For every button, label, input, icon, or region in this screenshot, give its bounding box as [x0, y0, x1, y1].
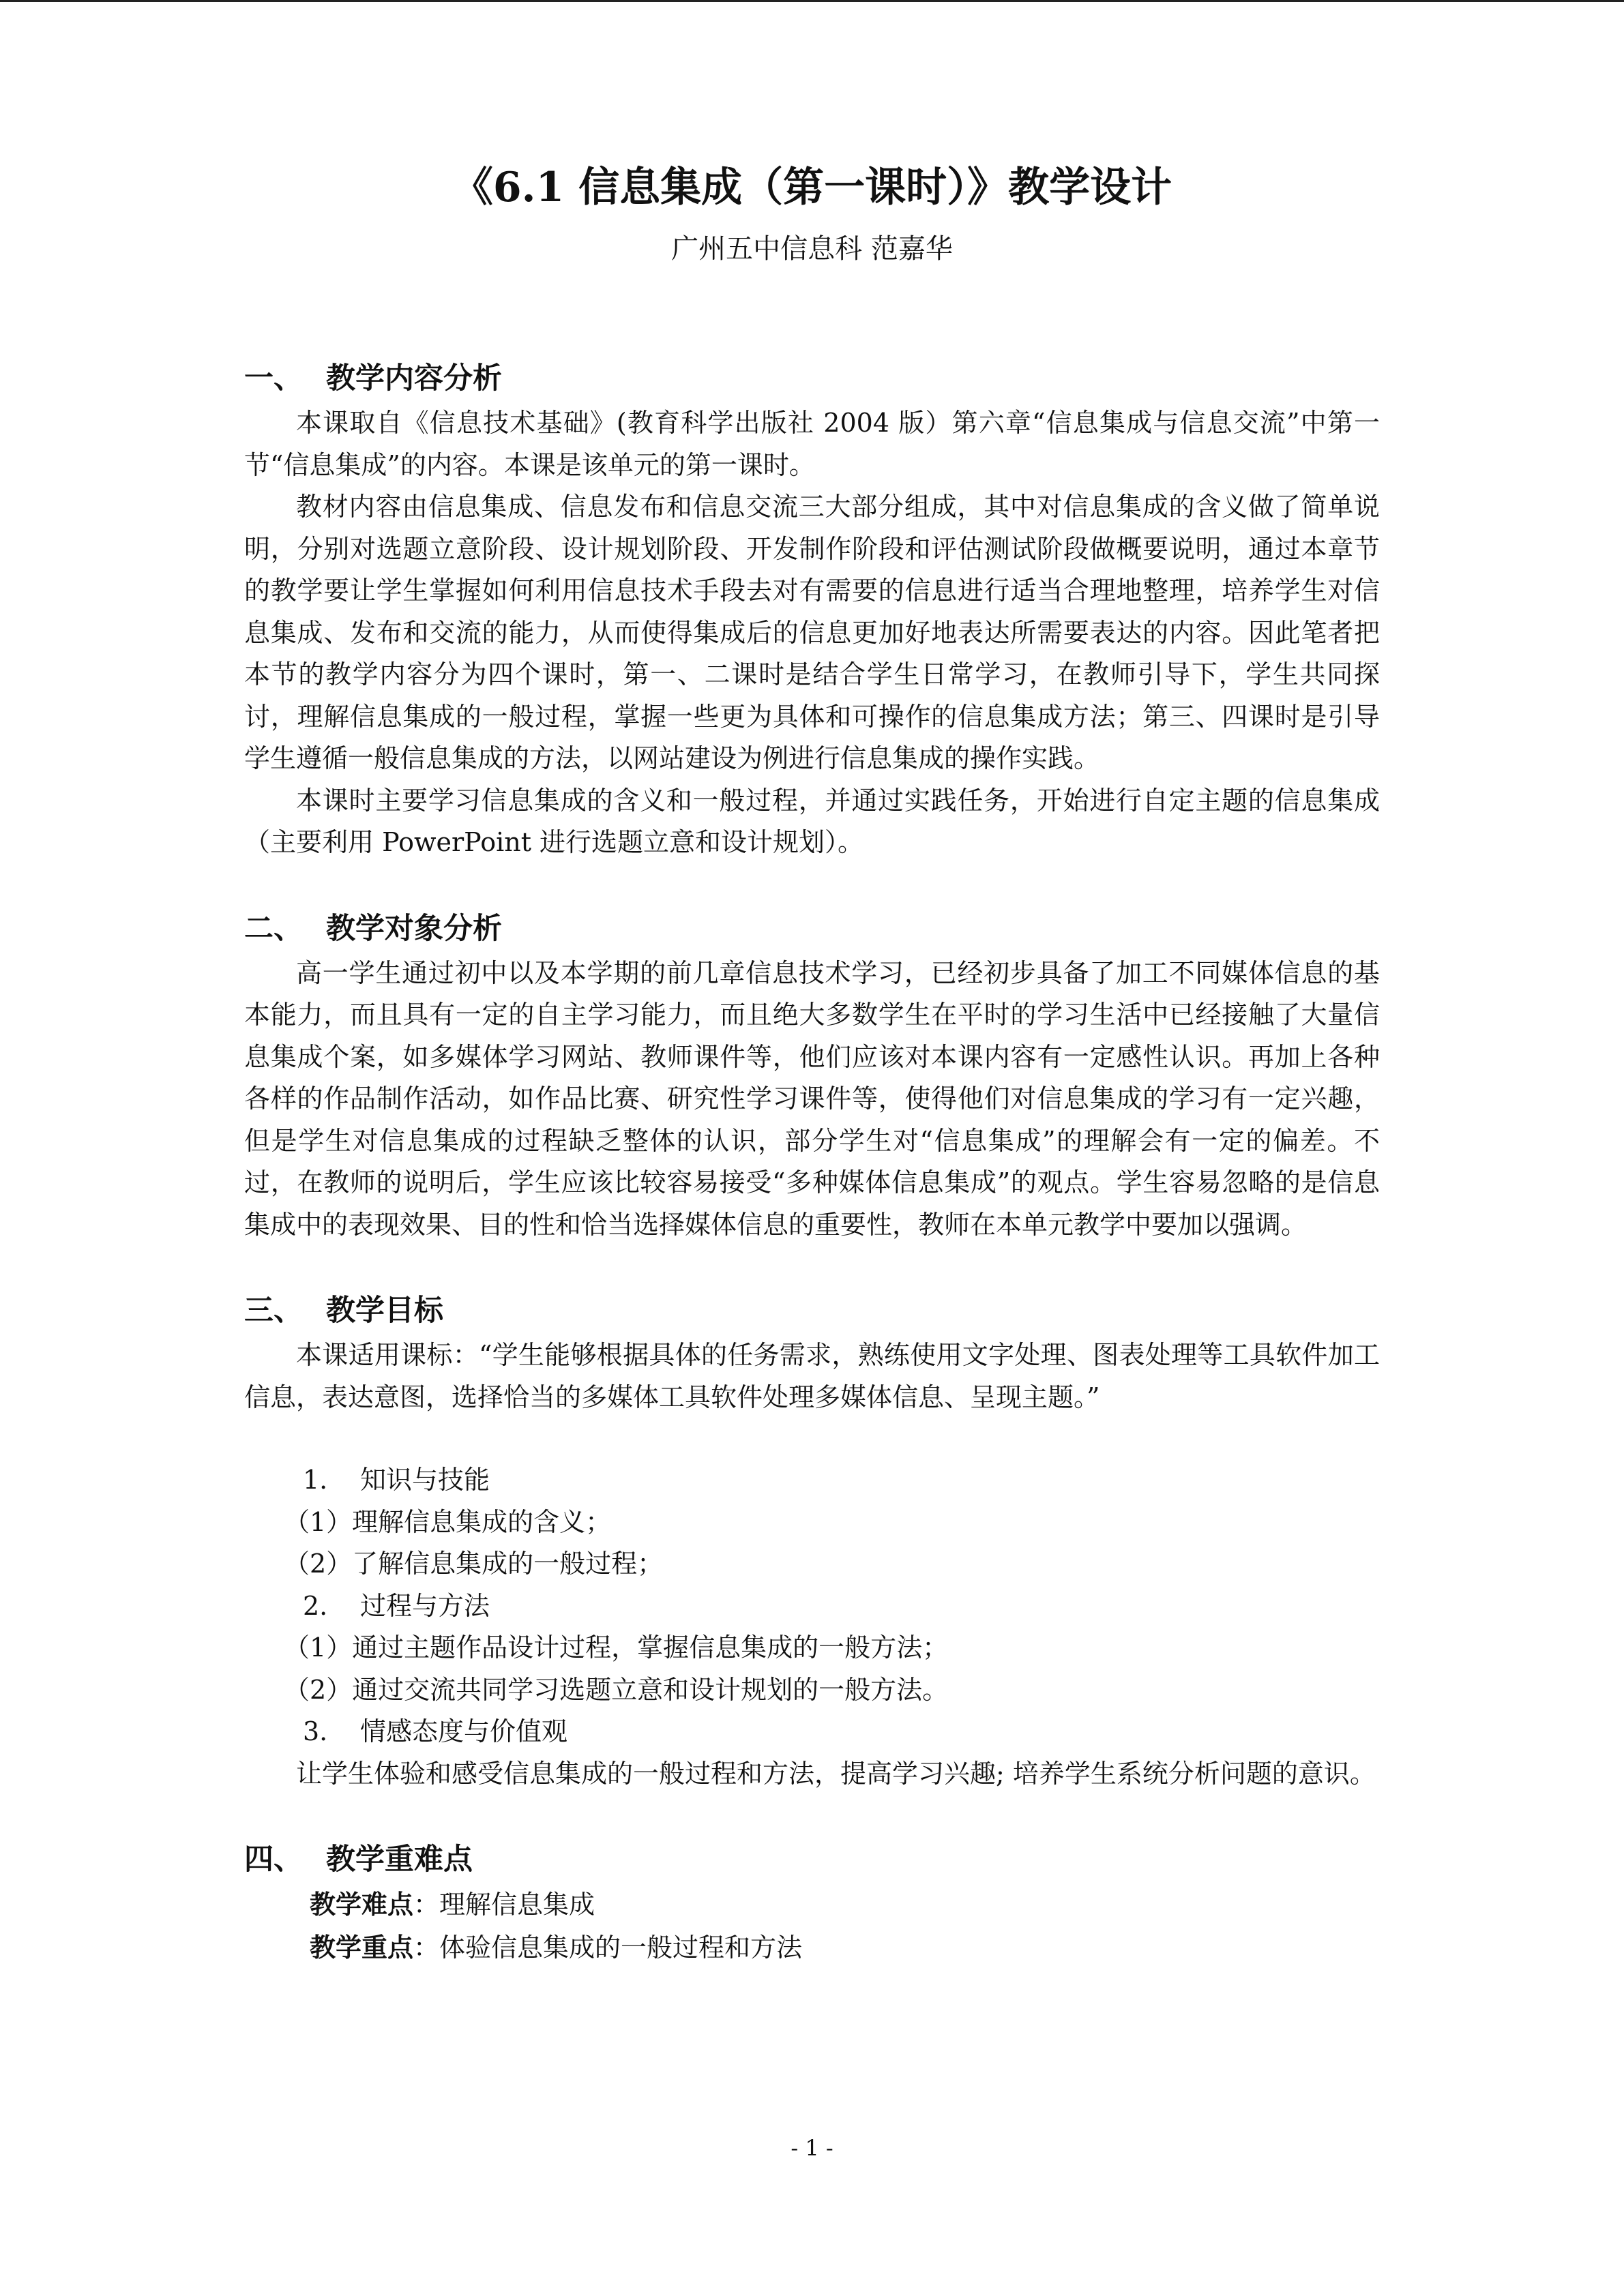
- teaching-key-label: 教学重点: [310, 1931, 414, 1963]
- section-heading-key-points: [244, 1836, 1380, 1883]
- section-title: 教学目标: [326, 1294, 443, 1328]
- goal-label: 知识与技能: [360, 1465, 490, 1495]
- goal-label: 过程与方法: [360, 1590, 490, 1621]
- goal-item: （2）了解信息集成的一般过程；: [284, 1549, 664, 1579]
- top-border-line: [0, 0, 1624, 2]
- section-spacer: [244, 864, 1380, 905]
- paragraph: 本课时主要学习信息集成的含义和一般过程，并通过实践任务，开始进行自定主题的信息集成（主要利用 PowerPoint 进行选题立意和设计规划）。: [244, 785, 1380, 857]
- page-number: - 1 -: [791, 2135, 833, 2161]
- paragraph: 高一学生通过初中以及本学期的前几章信息技术学习，已经初步具备了加工不同媒体信息的基本能力，而且具有一定的自主学习能力，而且绝大多数学生在平时的学习生活中已经接触了大量信息集成个案，如多媒体学习网站、教师课件等，他们应该对本课内容有一定感性认识。再加上各种各样的作品制作活动，如作品比赛、研究性学习课件等，使得他们对信息集成的学习有一定兴趣，但是学生对信息集成的过程缺乏整体的认识，部分学生对“信息集成”的理解会有一定的偏差。不过，在教师的说明后，学生应该比较容易接受“多种媒体信息集成”的观点。学生容易忽略的是信息集成中的表现效果、目的性和恰当选择媒体信息的重要性，教师在本单元教学中要加以强调。: [244, 957, 1380, 1240]
- goal-heading-process: [244, 1585, 1380, 1628]
- goal-number: 2.: [303, 1590, 328, 1621]
- section-spacer: [244, 1246, 1380, 1287]
- goal-number: 3.: [303, 1716, 328, 1746]
- teaching-key-point: [244, 1926, 1380, 1969]
- section-number: 三、: [244, 1294, 303, 1328]
- document-body: [244, 355, 1380, 1969]
- section-number: 二、: [244, 911, 303, 946]
- teaching-key-text: ：体验信息集成的一般过程和方法: [413, 1932, 803, 1963]
- section-number: 一、: [244, 361, 303, 396]
- section-spacer: [244, 1418, 1380, 1459]
- section-title: 教学对象分析: [326, 911, 502, 946]
- goal-heading-attitude: [244, 1711, 1380, 1753]
- goal-number: 1.: [303, 1465, 328, 1495]
- section-heading-teaching-goals: [244, 1287, 1380, 1335]
- teaching-difficulty-text: ：理解信息集成: [413, 1890, 595, 1920]
- document-author: 广州五中信息科 范嘉华: [671, 233, 953, 265]
- document-title: 《6.1 信息集成（第一课时）》教学设计: [452, 164, 1172, 211]
- section-heading-learner-analysis: [244, 905, 1380, 953]
- section-spacer: [244, 1795, 1380, 1836]
- goal-item: （1）通过主题作品设计过程，掌握信息集成的一般方法；: [284, 1632, 949, 1663]
- section-title: 教学重难点: [326, 1843, 473, 1877]
- goal-item: （2）通过交流共同学习选题立意和设计规划的一般方法。: [284, 1674, 949, 1705]
- attitude-paragraph: 让学生体验和感受信息集成的一般过程和方法，提高学习兴趣; 培养学生系统分析问题的意识。: [296, 1758, 1376, 1789]
- goal-heading-knowledge: [244, 1459, 1380, 1502]
- paragraph: 本课取自《信息技术基础》(教育科学出版社 2004 版）第六章“信息集成与信息交流”中第一节“信息集成”的内容。本课是该单元的第一课时。: [244, 408, 1380, 480]
- section-title: 教学内容分析: [326, 361, 502, 396]
- section-number: 四、: [244, 1843, 303, 1877]
- teaching-difficulty: [244, 1883, 1380, 1926]
- section-heading-content-analysis: [244, 355, 1380, 402]
- teaching-difficulty-label: 教学难点: [310, 1889, 414, 1920]
- goal-label: 情感态度与价值观: [360, 1716, 568, 1746]
- curriculum-standard-paragraph: 本课适用课标：“学生能够根据具体的任务需求，熟练使用文字处理、图表处理等工具软件加工信息，表达意图，选择恰当的多媒体工具软件处理多媒体信息、呈现主题。”: [244, 1340, 1380, 1412]
- paragraph: 教材内容由信息集成、信息发布和信息交流三大部分组成，其中对信息集成的含义做了简单说明，分别对选题立意阶段、设计规划阶段、开发制作阶段和评估测试阶段做概要说明，通过本章节的教学要让学生掌握如何利用信息技术手段去对有需要的信息进行适当合理地整理，培养学生对信息集成、发布和交流的能力，从而使得集成后的信息更加好地表达所需要表达的内容。因此笔者把本节的教学内容分为四个课时，第一、二课时是结合学生日常学习，在教师引导下，学生共同探讨，理解信息集成的一般过程，掌握一些更为具体和可操作的信息集成方法；第三、四课时是引导学生遵循一般信息集成的方法，以网站建设为例进行信息集成的操作实践。: [244, 492, 1380, 773]
- goal-item: （1）理解信息集成的含义；: [284, 1506, 612, 1537]
